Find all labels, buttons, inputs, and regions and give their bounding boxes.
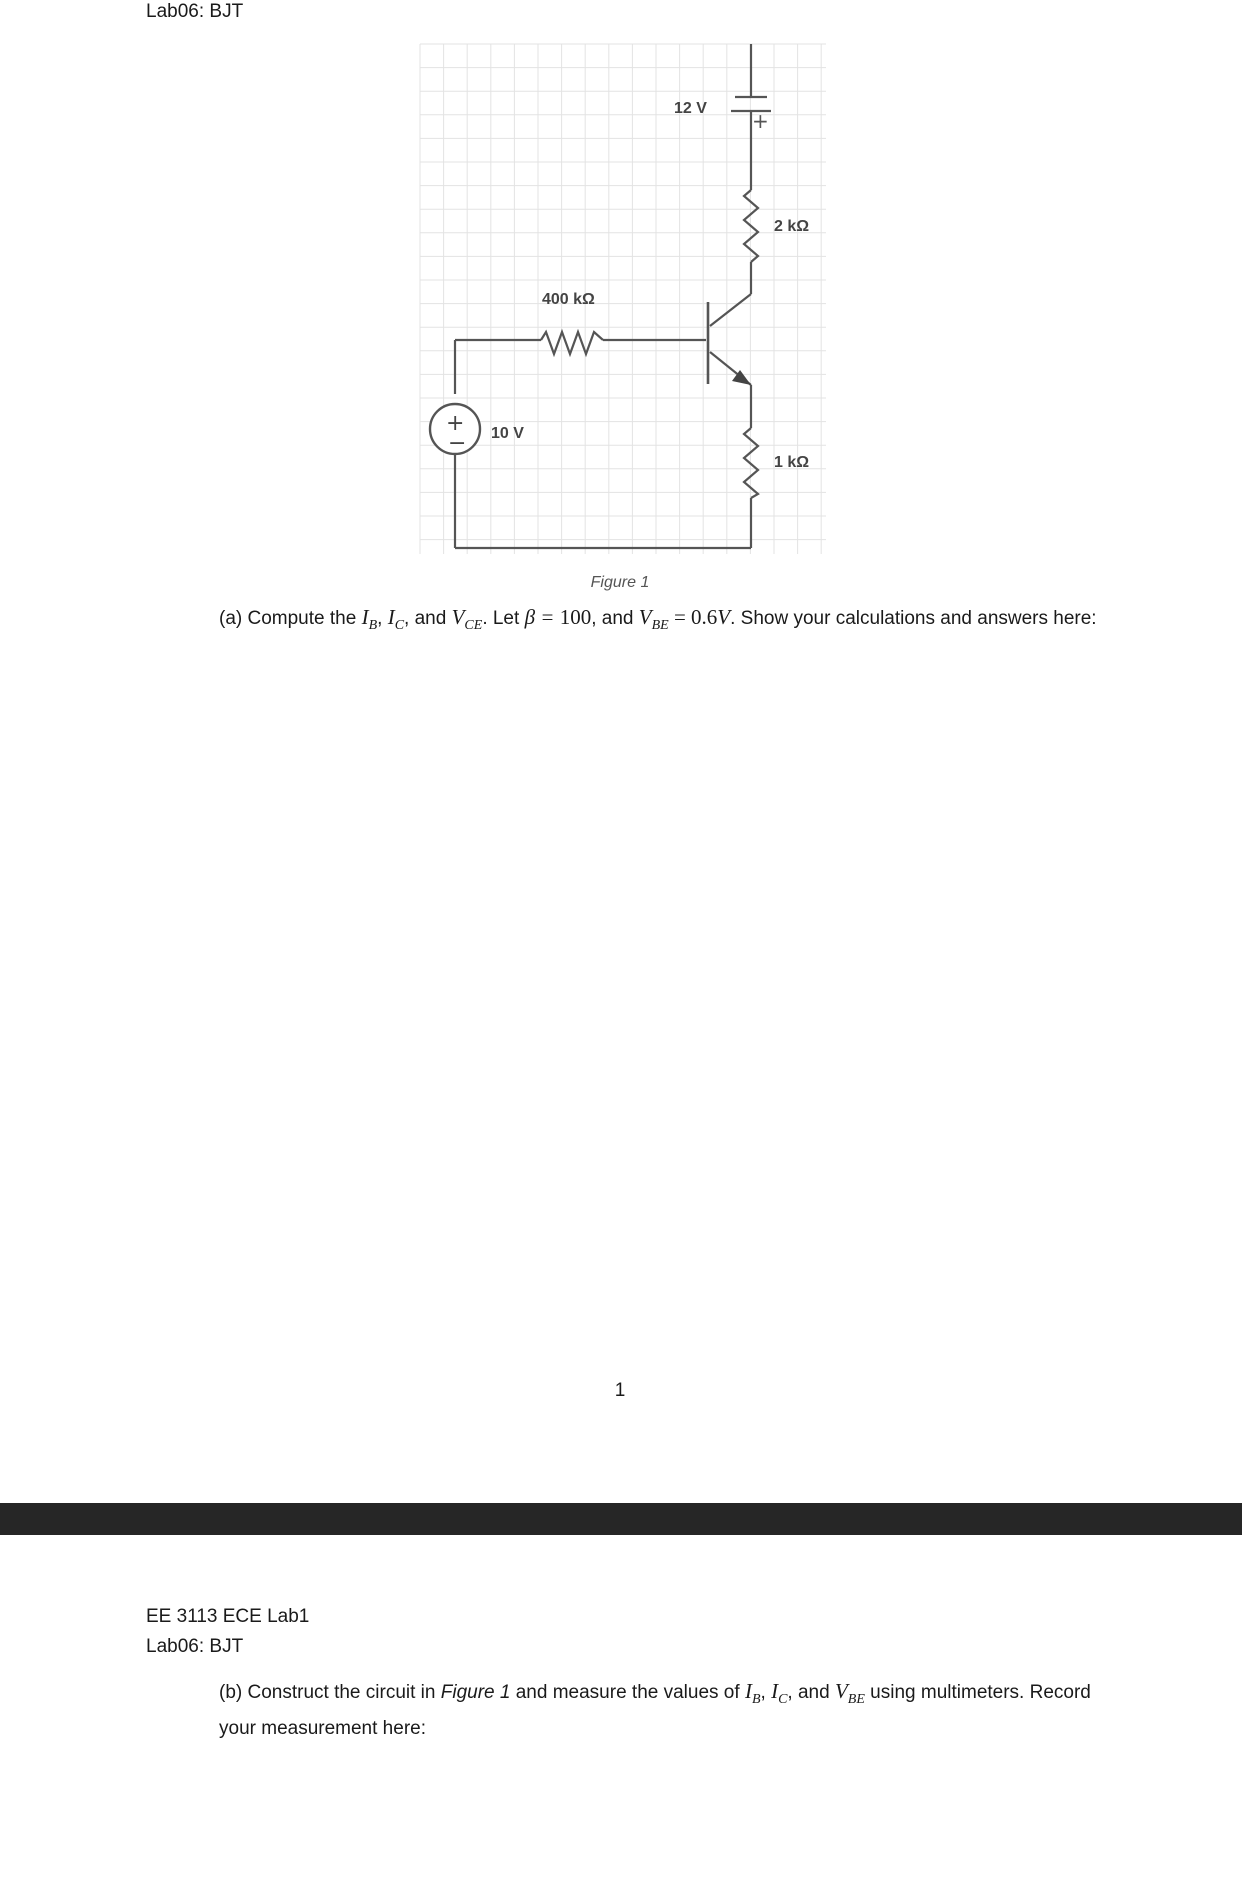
beta-expression: β = 100 — [524, 605, 592, 629]
bjt-circuit-diagram — [418, 40, 828, 558]
page-header: Lab06: BJT — [146, 1, 244, 22]
source-plus-sign: + — [446, 411, 465, 436]
var-ib: $I_B$ — [361, 605, 378, 634]
var-ib: $I_B$ — [744, 1679, 761, 1708]
vbe-expression: $V_{BE} = 0.6V$ — [638, 605, 731, 634]
page-number: 1 — [614, 1380, 626, 1401]
page2-header-lab: Lab06: BJT — [146, 1636, 244, 1657]
label-400k: 400 kΩ — [542, 291, 595, 308]
label-2k: 2 kΩ — [774, 218, 810, 235]
label-1k: 1 kΩ — [774, 454, 810, 471]
resistor-re — [744, 428, 758, 498]
source-minus-sign: − — [448, 431, 467, 456]
battery-plus-sign: + — [752, 109, 769, 133]
question-b: (b) Construct the circuit in Figure 1 and measure the values of $I_B$, $I_C$, and $V_{BE}$ using multimeters. Record your measurement here: — [219, 1679, 1091, 1740]
var-ic: $I_C$ — [387, 605, 405, 634]
question-a: (a) Compute the $I_B$, $I_C$, and $V_{CE}$. Let β = 100, and $V_{BE} = 0.6V$. Show your calculations and answers here: — [219, 605, 1097, 634]
label-10v: 10 V — [491, 425, 524, 442]
page2-header-course: EE 3113 ECE Lab1 — [146, 1606, 310, 1627]
var-ic: $I_C$ — [771, 1679, 788, 1708]
label-12v: 12 V — [674, 100, 707, 117]
page-break-bar — [0, 1503, 1242, 1535]
var-vce: $V_{CE}$ — [451, 605, 483, 634]
resistor-rc — [744, 190, 758, 262]
circuit-wires — [455, 44, 751, 548]
figure-caption: Figure 1 — [590, 574, 650, 591]
var-vbe: $V_{BE}$ — [834, 1679, 865, 1708]
